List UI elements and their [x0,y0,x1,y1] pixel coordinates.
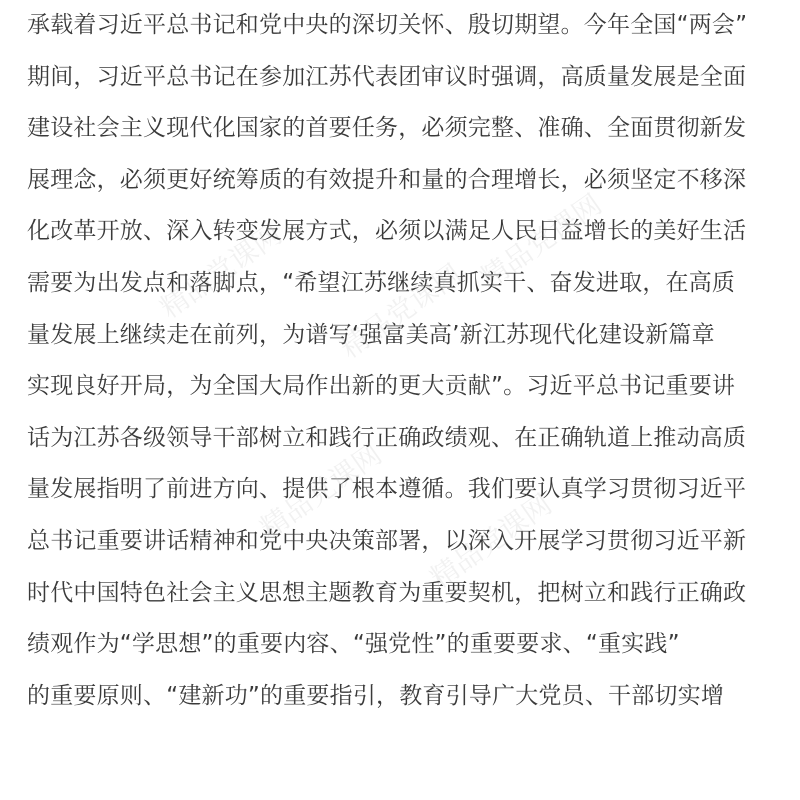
text-line: 话为江苏各级领导干部树立和践行正确政绩观、在正确轨道上推动高质 [27,424,747,451]
text-line: 时代中国特色社会主义思想主题教育为重要契机，把树立和践行正确政 [27,579,747,606]
text-line: 量发展上继续走在前列，为谱写‘强富美高’新江苏现代化建设新篇章 [27,321,715,348]
watermark-text: 精品党课网 [154,217,288,325]
text-line: 量发展指明了前进方向、提供了根本遵循。我们要认真学习贯彻习近平 [27,476,747,503]
text-line: 总书记重要讲话精神和党中央决策部署，以深入开展学习贯彻习近平新 [27,527,747,554]
text-line: 的重要原则、“建新功”的重要指引，教育引导广大党员、干部切实增 [27,682,725,709]
text-line: 绩观作为“学思想”的重要内容、“强党性”的重要要求、“重实践” [27,631,680,658]
text-line: 实现良好开局，为全国大局作出新的更大贡献”。习近平总书记重要讲 [27,373,736,400]
text-line: 承载着习近平总书记和党中央的深切关怀、殷切期望。今年全国“两会” [27,12,748,38]
text-line: 化改革开放、深入转变发展方式，必须以满足人民日益增长的美好生活 [27,218,747,245]
text-line: 期间，习近平总书记在参加江苏代表团审议时强调，高质量发展是全面 [27,63,747,90]
text-line: 建设社会主义现代化国家的首要任务，必须完整、准确、全面贯彻新发 [27,115,747,142]
body-text [27,0,787,722]
text-line: 需要为出发点和落脚点，“希望江苏继续真抓实干、奋发进取，在高质 [27,269,736,296]
watermark-text: 精品党课网 [254,437,388,545]
text-line: 展理念，必须更好统筹质的有效提升和量的合理增长，必须坚定不移深 [27,166,747,193]
watermark-text: 精品党课网 [424,487,558,595]
watermark-text: 精品党课网 [334,257,468,365]
watermark-text: 精品党课网 [474,187,608,295]
